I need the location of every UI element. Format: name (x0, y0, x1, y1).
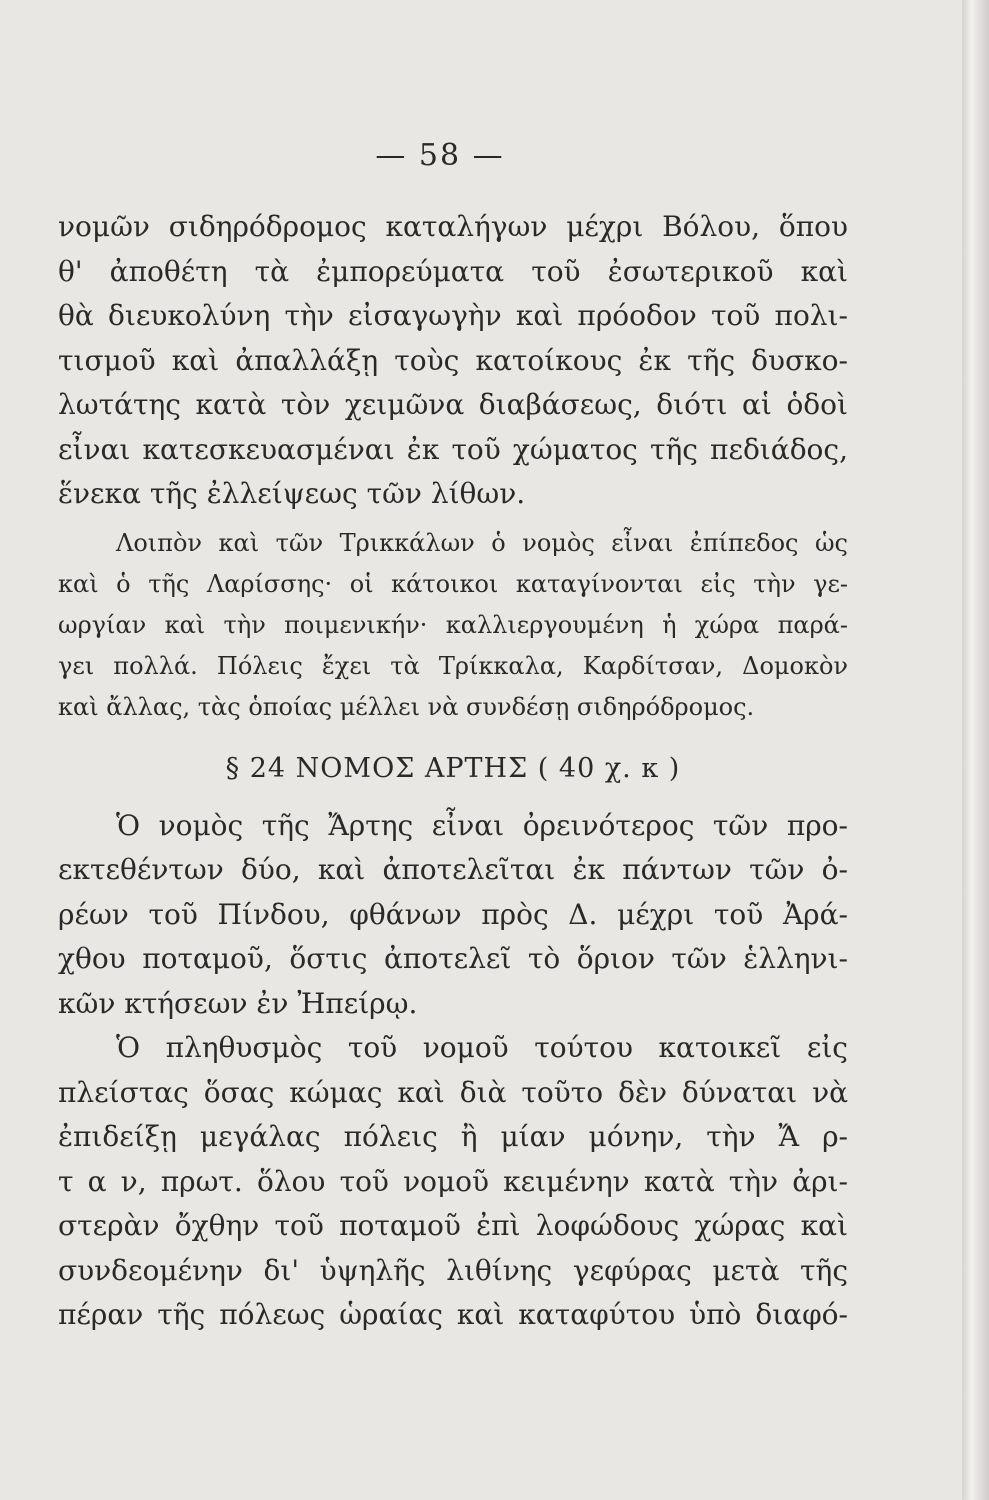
text-line: θ' ἀποθέτη τὰ ἐμπορεύματα τοῦ ἐσωτερικοῦ καὶ (58, 254, 848, 288)
page-binding-edge (962, 0, 989, 1500)
text-line: στερὰν ὄχθην τοῦ ποταμοῦ ἐπὶ λοφώδους χώρας καὶ (58, 1209, 848, 1242)
text-line: γει πολλά. Πόλεις ἔχει τὰ Τρίκκαλα, Καρδίτσαν, Δομοκὸν (58, 651, 848, 680)
paragraph (58, 523, 848, 728)
paragraph (58, 1026, 848, 1338)
text-line: πλείστας ὅσας κώμας καὶ διὰ τοῦτο δὲν δύναται νὰ (58, 1075, 848, 1109)
text-line: ἕνεκα τῆς ἐλλείψεως τῶν λίθων. (58, 477, 526, 510)
page-text (58, 205, 848, 1338)
text-line: τ α ν, πρωτ. ὅλου τοῦ νομοῦ κειμένην κατὰ τὴν ἀρι- (58, 1164, 848, 1198)
text-line: καὶ ἄλλας, τὰς ὁποίας μέλλει νὰ συνδέσῃ σιδηρόδρομος. (58, 692, 755, 721)
text-line: καὶ ὁ τῆς Λαρίσσης· οἱ κάτοικοι καταγίνονται εἰς τὴν γε- (58, 569, 848, 598)
text-line: ρέων τοῦ Πίνδου, φθάνων πρὸς Δ. μέχρι τοῦ Ἀρά- (58, 897, 848, 931)
text-line: ωργίαν καὶ τὴν ποιμενικήν· καλλιεργουμένη ἡ χώρα παρά- (58, 610, 848, 639)
text-line: Ὁ νομὸς τῆς Ἄρτης εἶναι ὀρεινότερος τῶν προ- (116, 808, 848, 842)
text-line: ἐπιδείξῃ μεγάλας πόλεις ἢ μίαν μόνην, τὴν Ἄ ρ- (58, 1120, 848, 1153)
text-line: Ὁ πληθυσμὸς τοῦ νομοῦ τούτου κατοικεῖ εἰς (116, 1031, 848, 1064)
text-line: εκτεθέντων δύο, καὶ ἀποτελεῖται ἐκ πάντων τῶν ὀ- (58, 853, 848, 886)
text-line: Λοιπὸν καὶ τῶν Τρικκάλων ὁ νομὸς εἶναι ἐπίπεδος ὡς (116, 528, 848, 557)
text-line: νομῶν σιδηρόδρομος καταλήγων μέχρι Βόλου, ὅπου (58, 210, 848, 243)
paragraph (58, 804, 848, 1027)
page-number: — 58 — (375, 138, 505, 173)
text-line: κῶν κτήσεων ἐν Ἠπείρῳ. (58, 986, 418, 1020)
text-line: τισμοῦ καὶ ἀπαλλάξῃ τοὺς κατοίκους ἐκ τῆς δυσκο- (58, 343, 848, 377)
text-line: χθου ποταμοῦ, ὅστις ἀποτελεῖ τὸ ὅριον τῶν ἑλληνι- (58, 942, 848, 975)
text-line: λωτάτης κατὰ τὸν χειμῶνα διαβάσεως, διότι αἱ ὁδοὶ (58, 388, 848, 421)
paragraph (58, 205, 848, 517)
text-line: θὰ διευκολύνη τὴν εἰσαγωγὴν καὶ πρόοδον τοῦ πολι- (58, 299, 848, 332)
text-line: συνδεομένην δι' ὑψηλῆς λιθίνης γεφύρας μετὰ τῆς (58, 1253, 848, 1287)
section-title: § 24 ΝΟΜΟΣ ΑΡΤΗΣ ( 40 χ. κ ) (225, 752, 681, 784)
text-line: πέραν τῆς πόλεως ὡραίας καὶ καταφύτου ὑπὸ διαφό- (58, 1298, 848, 1331)
text-line: εἶναι κατεσκευασμέναι ἐκ τοῦ χώματος τῆς πεδιάδος, (58, 432, 848, 466)
